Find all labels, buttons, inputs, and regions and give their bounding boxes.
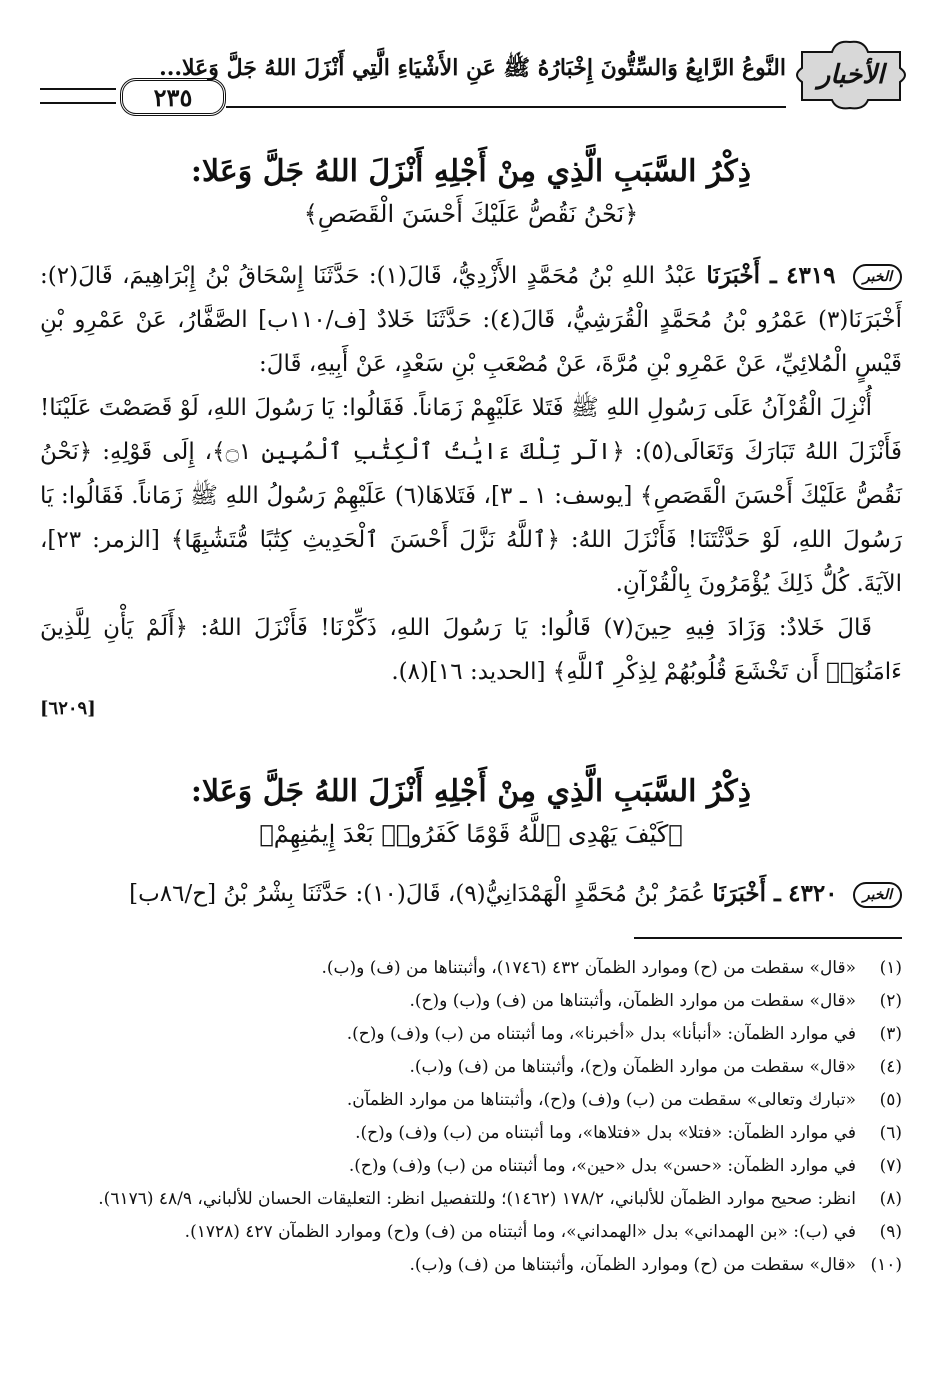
footnote-text: في موارد الظمآن: «فتلا» بدل «فتلاها»، وما أثبتناه من (ب) و(ف) و(ح). <box>355 1123 856 1143</box>
section-badge <box>792 38 910 112</box>
section-title: ذِكْرُ السَّبَبِ الَّذِي مِنْ أَجْلِهِ أَنْزَلَ اللهُ جَلَّ وَعَلا: <box>190 154 752 189</box>
hadith-paragraph: قَالَ خَلادٌ: وَزَادَ فِيهِ حِينَ(٧) قَالُوا: يَا رَسُولَ اللهِ، ذَكِّرْنَا! فَأَنْزَلَ اللهُ: ﴿أَلَمْ يَأْنِ لِلَّذِينَ ءَامَنُوٓا۟ أَن تَخْشَعَ قُلُوبُهُمْ لِذِكْرِ ٱللَّهِ﴾ [الحديد: ١٦](٨). <box>40 615 902 685</box>
page-number: ٢٣٥ <box>120 78 226 116</box>
section-heading-2 <box>40 770 902 854</box>
footnote-number: (٩) <box>879 1222 902 1242</box>
footnote-item <box>40 1216 902 1249</box>
section-heading-1 <box>40 150 902 234</box>
section-verse: ﴿كَيْفَ يَهْدِى ٱللَّهُ قَوْمًا كَفَرُوا۟ بَعْدَ إِيمَٰنِهِمْ﴾ <box>259 820 683 848</box>
khabar-marker-icon: الخبر <box>853 882 902 908</box>
footnote-text: «قال» سقطت من (ح) وموارد الظمآن، وأثبتناها من (ف) و(ب). <box>409 1255 856 1275</box>
footnote-item <box>40 1018 902 1051</box>
footnote-separator <box>634 937 902 939</box>
footnote-item <box>40 952 902 985</box>
header-rule <box>226 106 786 108</box>
hadith-reference: [٦٢٠٩] <box>40 698 96 719</box>
footnote-number: (٦) <box>879 1123 902 1143</box>
section-verse: ﴿نَحْنُ نَقُصُّ عَلَيْكَ أَحْسَنَ الْقَصَصِ﴾ <box>303 200 639 228</box>
hadith-paragraph <box>40 872 902 916</box>
hadith-paragraph <box>40 254 902 386</box>
footnote-text: «تبارك وتعالى» سقطت من (ب) و(ف) و(ح)، وأثبتناها من موارد الظمآن. <box>346 1090 856 1110</box>
footnote-number: (٥) <box>879 1090 902 1110</box>
khabar-marker-icon: الخبر <box>853 264 902 290</box>
section-title: ذِكْرُ السَّبَبِ الَّذِي مِنْ أَجْلِهِ أَنْزَلَ اللهُ جَلَّ وَعَلا: <box>190 774 752 809</box>
footnote-text: في موارد الظمآن: «حسن» بدل «حين»، وما أثبتناه من (ب) و(ف) و(ح). <box>348 1156 856 1176</box>
footnote-item <box>40 1051 902 1084</box>
footnote-text: «قال» سقطت من موارد الظمآن و(ح)، وأثبتناها من (ف) و(ب). <box>409 1057 856 1077</box>
page-header <box>40 38 910 118</box>
footnote-text: في (ب): «بن الهمداني» بدل «الهمداني»، وما أثبتناه من (ف) و(ح) وموارد الظمآن ٤٢٧ (١٧٢٨). <box>184 1222 856 1242</box>
hadith-intro: ـ أَخْبَرَنَا <box>712 880 781 907</box>
hadith-block-1 <box>40 254 902 694</box>
footnote-number: (٢) <box>879 991 902 1011</box>
footnote-item <box>40 985 902 1018</box>
footnote-number: (١) <box>879 958 902 978</box>
hadith-isnad: عُمَرُ بْنُ مُحَمَّدٍ الْهَمْدَانِيُّ(٩)، قَالَ(١٠): حَدَّثَنَا بِشْرُ بْنُ [ح/٨٦ب] <box>129 881 706 907</box>
hadith-intro: ـ أَخْبَرَنَا <box>706 262 777 289</box>
footnote-item <box>40 1249 902 1282</box>
hadith-block-2 <box>40 872 902 916</box>
hadith-paragraph: أُنْزِلَ الْقُرْآنُ عَلَى رَسُولِ اللهِ ﷺ فَتَلا عَلَيْهِمْ زَمَاناً. فَقَالُوا: يَا رَسُولَ اللهِ، لَوْ قَصَصْتَ عَلَيْنَا! فَأَنْزَلَ اللهُ تَبَارَكَ وَتَعَالَى(٥): ﴿الٓر تِلْكَ ءَايَٰتُ ٱلْكِتَٰبِ ٱلْمُبِينِ ۝١﴾، إِلَى قَوْلِهِ: ﴿نَحْنُ نَقُصُّ عَلَيْكَ أَحْسَنَ الْقَصَصِ﴾ [يوسف: ١ ـ ٣]، فَتَلاهَا(٦) عَلَيْهِمْ رَسُولُ اللهِ ﷺ زَمَاناً. فَقَالُوا: يَا رَسُولَ اللهِ، لَوْ حَدَّثْتَنَا! فَأَنْزَلَ اللهُ: ﴿ٱللَّهُ نَزَّلَ أَحْسَنَ ٱلْحَدِيثِ كِتَٰبًا مُّتَشَٰبِهًا﴾ [الزمر: ٢٣]، الآيَةَ. كُلُّ ذَلِكَ يُؤْمَرُونَ بِالْقُرْآنِ. <box>40 395 902 597</box>
hadith-number: ٤٣٢٠ <box>788 880 838 907</box>
footnote-text: انظر: صحيح موارد الظمآن للألباني، ١٧٨/٢ (١٤٦٢)؛ وللتفصيل انظر: التعليقات الحسان للألباني، ٤٨/٩ (٦١٧٦). <box>98 1189 856 1209</box>
hadith-number: ٤٣١٩ <box>786 262 836 289</box>
running-title: النَّوعُ الرَّابِعُ وَالسِّتُّونَ إِخْبَارُهُ ﷺ عَنِ الأَشْيَاءِ الَّتِي أَنْزَلَ اللهُ جَلَّ وَعَلا... <box>159 55 786 81</box>
footnote-text: «قال» سقطت من (ح) وموارد الظمآن ٤٣٢ (١٧٤٦)، وأثبتناها من (ف) و(ب). <box>321 958 856 978</box>
header-double-rule <box>40 88 116 104</box>
footnote-number: (٨) <box>879 1189 902 1209</box>
footnotes <box>40 952 902 1282</box>
footnote-item <box>40 1183 902 1216</box>
footnote-number: (٣) <box>879 1024 902 1044</box>
hadith-isnad: عَبْدُ اللهِ بْنُ مُحَمَّدٍ الأَزْدِيُّ، قَالَ(١): حَدَّثَنَا إِسْحَاقُ بْنُ إِبْرَاهِيمَ، قَالَ(٢): أَخْبَرَنَا(٣) عَمْرُو بْنُ مُحَمَّدٍ الْقُرَشِيُّ، قَالَ(٤): حَدَّثَنَا خَلادٌ [ف/١١٠ب] الصَّفَّارُ، عَنْ عَمْرِو بْنِ قَيْسٍ الْمُلائِيِّ، عَنْ عَمْرِو بْنِ مُرَّةَ، عَنْ مُصْعَبِ بْنِ سَعْدٍ، عَنْ أَبِيهِ، قَالَ: <box>40 263 902 377</box>
footnote-item <box>40 1084 902 1117</box>
footnote-text: في موارد الظمآن: «أنبأنا» بدل «أخبرنا»، وما أثبتناه من (ب) و(ف) و(ح). <box>346 1024 856 1044</box>
footnote-number: (٧) <box>879 1156 902 1176</box>
footnote-number: (٤) <box>879 1057 902 1077</box>
footnote-number: (١٠) <box>870 1255 902 1275</box>
footnote-text: «قال» سقطت من موارد الظمآن، وأثبتناها من (ف) و(ب) و(ح). <box>409 991 856 1011</box>
footnote-item <box>40 1117 902 1150</box>
footnote-item <box>40 1150 902 1183</box>
badge-label: الأخبار <box>817 60 885 90</box>
